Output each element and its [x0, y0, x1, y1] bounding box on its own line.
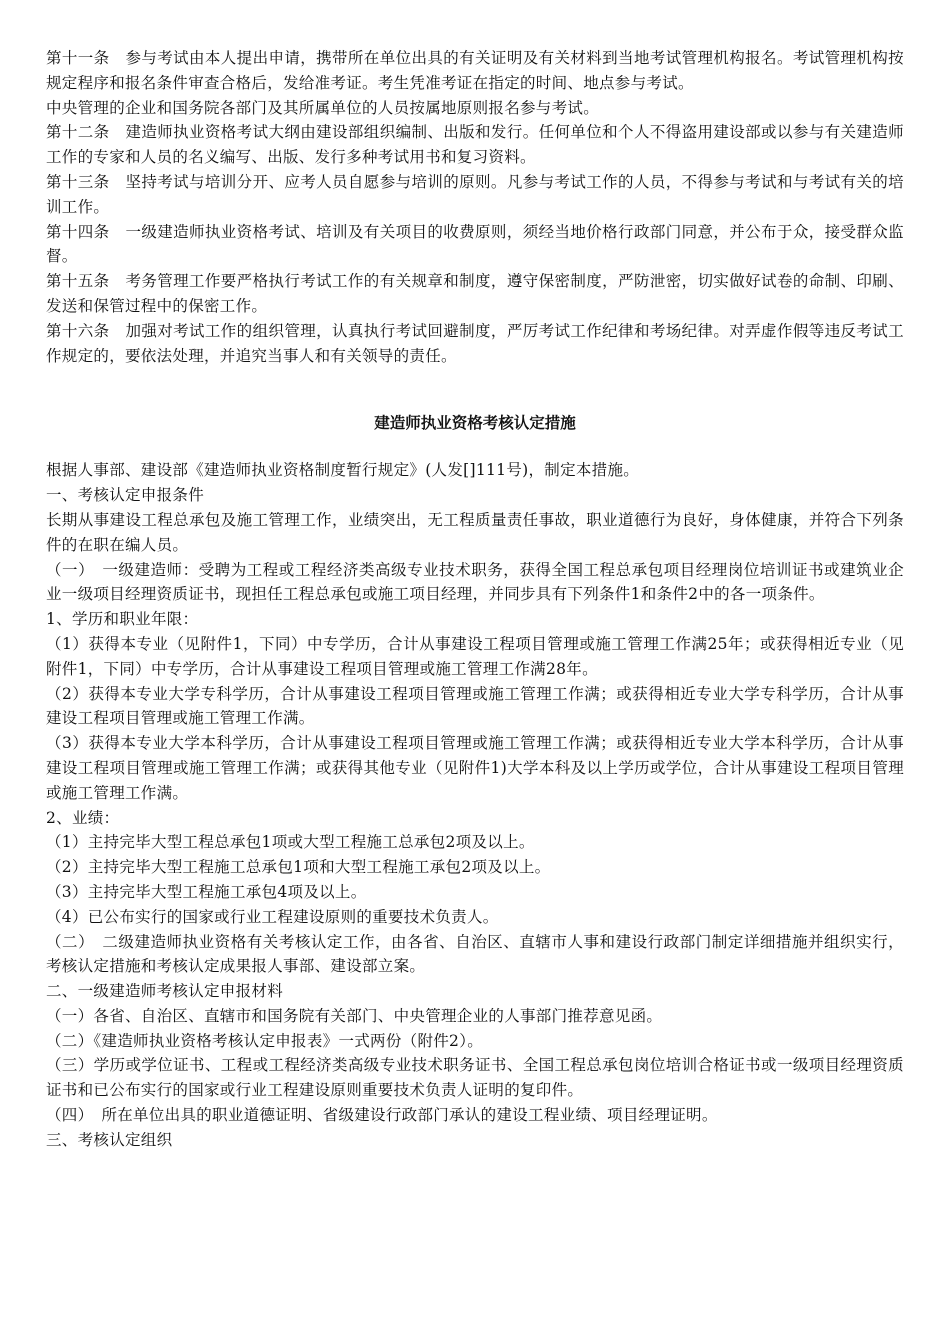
list-item-materials-2: （二）《建造师执业资格考核认定申报表》一式两份（附件2）。 — [46, 1031, 484, 1050]
list-item-performance-2: （2）主持完毕大型工程施工总承包1项和大型工程施工承包2项及以上。 — [46, 858, 551, 877]
paragraph-intro: 根据人事部、建设部《建造师执业资格制度暂行规定》(人发[]111号)，制定本措施。 — [46, 461, 640, 480]
paragraph-general-conditions: 长期从事建设工程总承包及施工管理工作，业绩突出，无工程质量责任事故，职业道德行为良好，身体健康，并符合下列条件的在职在编人员。 — [46, 510, 904, 554]
list-item-materials-3: （三）学历或学位证书、工程或工程经济类高级专业技术职务证书、全国工程总承包岗位培训合格证书或一级项目经理资质证书和已公布实行的国家或行业工程建设原则重要技术负责人证明的复印件。 — [46, 1056, 904, 1100]
paragraph-article-16: 第十六条 加强对考试工作的组织管理，认真执行考试回避制度，严厉考试工作纪律和考场纪律。对弄虚作假等违反考试工作规定的，要依法处理，并追究当事人和有关领导的责任。 — [46, 321, 904, 365]
heading-performance: 2、业绩： — [46, 808, 120, 827]
list-item-performance-1: （1）主持完毕大型工程总承包1项或大型工程施工总承包2项及以上。 — [46, 833, 535, 852]
paragraph-level-1-builder: （一） 一级建造师：受聘为工程或工程经济类高级专业技术职务，获得全国工程总承包项目经理岗位培训证书或建筑业企业一级项目经理资质证书，现担任工程总承包或施工项目经理，并同步具有下列条件1和条件2中的各一项条件。 — [46, 560, 904, 604]
list-item-performance-3: （3）主持完毕大型工程施工承包4项及以上。 — [46, 882, 367, 901]
heading-education-years: 1、学历和职业年限： — [46, 610, 199, 629]
list-item-education-3: （3）获得本专业大学本科学历，合计从事建设工程项目管理或施工管理工作满；或获得相近专业大学本科学历，合计从事建设工程项目管理或施工管理工作满；或获得其他专业（见附件1)大学本科及以上学历或学位，合计从事建设工程项目管理或施工管理工作满。 — [46, 734, 904, 802]
paragraph-article-14: 第十四条 一级建造师执业资格考试、培训及有关项目的收费原则，须经当地价格行政部门同意，并公布于众，接受群众监督。 — [46, 222, 904, 266]
section-spacer — [46, 368, 904, 410]
heading-part-2: 二、一级建造师考核认定申报材料 — [46, 982, 284, 1001]
list-item-education-2: （2）获得本专业大学专科学历，合计从事建设工程项目管理或施工管理工作满；或获得相近专业大学专科学历，合计从事建设工程项目管理或施工管理工作满。 — [46, 684, 904, 728]
paragraph-article-12: 第十二条 建造师执业资格考试大纲由建设部组织编制、出版和发行。任何单位和个人不得盗用建设部或以参与有关建造师工作的专家和人员的名义编写、出版、发行多种考试用书和复习资料。 — [46, 123, 904, 167]
heading-part-3: 三、考核认定组织 — [46, 1130, 173, 1149]
list-item-materials-1: （一）各省、自治区、直辖市和国务院有关部门、中央管理企业的人事部门推荐意见函。 — [46, 1006, 663, 1025]
list-item-materials-4: （四） 所在单位出具的职业道德证明、省级建设行政部门承认的建设工程业绩、项目经理证明。 — [46, 1106, 718, 1125]
section-title: 建造师执业资格考核认定措施 — [374, 414, 576, 433]
paragraph-level-2-builder: （二） 二级建造师执业资格有关考核认定工作，由各省、自治区、直辖市人事和建设行政部门制定详细措施并组织实行，考核认定措施和考核认定成果报人事部、建设部立案。 — [46, 932, 904, 976]
heading-spacer — [46, 436, 904, 458]
paragraph-article-11: 第十一条 参与考试由本人提出申请，携带所在单位出具的有关证明及有关材料到当地考试管理机构报名。考试管理机构按规定程序和报名条件审查合格后，发给准考证。考生凭准考证在指定的时间、地点参与考试。 — [46, 49, 904, 92]
paragraph-article-15: 第十五条 考务管理工作要严格执行考试工作的有关规章和制度，遵守保密制度，严防泄密，切实做好试卷的命制、印刷、发送和保管过程中的保密工作。 — [46, 272, 904, 315]
document-page — [46, 46, 904, 1153]
paragraph-article-13: 第十三条 坚持考试与培训分开、应考人员自愿参与培训的原则。凡参与考试工作的人员，不得参与考试和与考试有关的培训工作。 — [46, 172, 904, 216]
paragraph-central-enterprises: 中央管理的企业和国务院各部门及其所属单位的人员按属地原则报名参与考试。 — [46, 98, 600, 117]
list-item-education-1: （1）获得本专业（见附件1，下同）中专学历，合计从事建设工程项目管理或施工管理工作满25年；或获得相近专业（见附件1，下同）中专学历，合计从事建设工程项目管理或施工管理工作满28年。 — [46, 634, 904, 678]
list-item-performance-4: （4）已公布实行的国家或行业工程建设原则的重要技术负责人。 — [46, 907, 499, 926]
heading-part-1: 一、考核认定申报条件 — [46, 486, 205, 505]
